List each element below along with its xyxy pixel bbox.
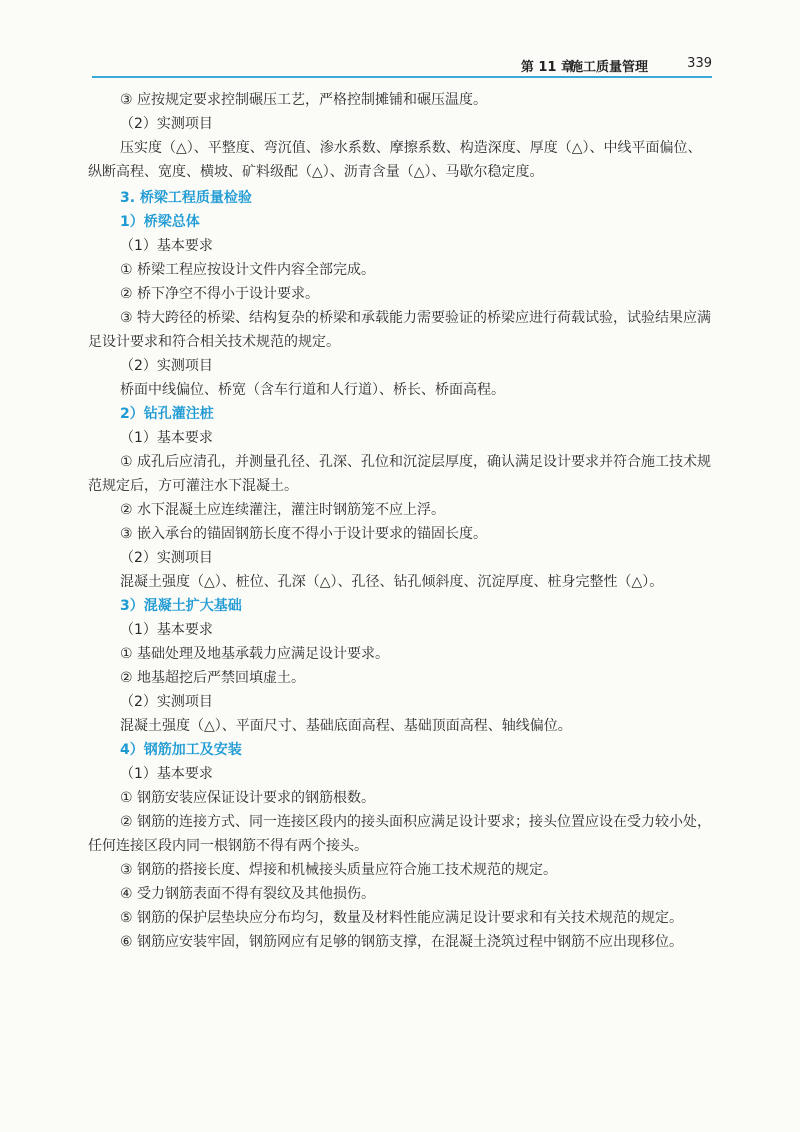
text-line: ④ 受力钢筋表面不得有裂纹及其他损伤。 bbox=[120, 886, 375, 902]
subsection-label: （1）基本要求 bbox=[120, 766, 213, 782]
paragraph: 混凝土强度（△）、平面尺寸、基础底面高程、基础顶面高程、轴线偏位。 bbox=[120, 718, 572, 734]
text-line: ① 基础处理及地基承载力应满足设计要求。 bbox=[120, 646, 389, 662]
subsection-heading: 4）钢筋加工及安装 bbox=[120, 742, 242, 758]
text-line: ③ 钢筋的搭接长度、焊接和机械接头质量应符合施工技术规范的规定。 bbox=[120, 862, 557, 878]
text-line: ② 水下混凝土应连续灌注，灌注时钢筋笼不应上浮。 bbox=[120, 502, 445, 518]
text-line: ② 地基超挖后严禁回填虚土。 bbox=[120, 670, 306, 686]
text-line: ③ 应按规定要求控制碾压工艺，严格控制摊铺和碾压温度。 bbox=[120, 92, 487, 108]
subsection-label: （1）基本要求 bbox=[120, 238, 213, 254]
text-line: ② 桥下净空不得小于设计要求。 bbox=[120, 286, 320, 302]
text-line: ① 钢筋安装应保证设计要求的钢筋根数。 bbox=[120, 790, 375, 806]
subsection-label: （1）基本要求 bbox=[120, 622, 213, 638]
subsection-heading: 1）桥梁总体 bbox=[120, 214, 200, 230]
subsection-label: （2）实测项目 bbox=[120, 116, 213, 132]
paragraph: ③ 特大跨径的桥梁、结构复杂的桥梁和承载能力需要验证的桥梁应进行荷载试验，试验结果应满足设计要求和符合相关技术规范的规定。 bbox=[88, 310, 711, 350]
paragraph: ⑥ 钢筋应安装牢固，钢筋网应有足够的钢筋支撑，在混凝土浇筑过程中钢筋不应出现移位。 bbox=[120, 934, 683, 950]
paragraph: ① 成孔后应清孔，并测量孔径、孔深、孔位和沉淀层厚度，确认满足设计要求并符合施工技术规范规定后，方可灌注水下混凝土。 bbox=[88, 454, 711, 494]
page-number: 339 bbox=[687, 56, 712, 71]
chapter-title: 施工质量管理 bbox=[569, 60, 648, 75]
paragraph: ② 钢筋的连接方式、同一连接区段内的接头面积应满足设计要求；接头位置应设在受力较小处，任何连接区段内同一根钢筋不得有两个接头。 bbox=[88, 814, 711, 854]
page-body bbox=[88, 88, 714, 954]
subsection-heading: 2）钻孔灌注桩 bbox=[120, 406, 214, 422]
paragraph: 混凝土强度（△）、桩位、孔深（△）、孔径、钻孔倾斜度、沉淀厚度、桩身完整性（△）。 bbox=[120, 574, 664, 590]
header-divider bbox=[92, 76, 712, 78]
subsection-label: （1）基本要求 bbox=[120, 430, 213, 446]
subsection-label: （2）实测项目 bbox=[120, 550, 213, 566]
subsection-heading: 3）混凝土扩大基础 bbox=[120, 598, 242, 614]
subsection-label: （2）实测项目 bbox=[120, 694, 213, 710]
section-heading: 3. 桥梁工程质量检验 bbox=[120, 190, 252, 206]
paragraph: 压实度（△）、平整度、弯沉值、渗水系数、摩擦系数、构造深度、厚度（△）、中线平面偏位、纵断高程、宽度、横坡、矿料级配（△）、沥青含量（△）、马歇尔稳定度。 bbox=[88, 140, 702, 180]
text-line: ③ 嵌入承台的锚固钢筋长度不得小于设计要求的锚固长度。 bbox=[120, 526, 487, 542]
text-line: ① 桥梁工程应按设计文件内容全部完成。 bbox=[120, 262, 375, 278]
chapter-number: 第 11 章 bbox=[520, 60, 574, 75]
page-header bbox=[0, 48, 712, 74]
paragraph: ⑤ 钢筋的保护层垫块应分布均匀，数量及材料性能应满足设计要求和有关技术规范的规定。 bbox=[120, 910, 683, 926]
subsection-label: （2）实测项目 bbox=[120, 358, 213, 374]
paragraph: 桥面中线偏位、桥宽（含车行道和人行道）、桥长、桥面高程。 bbox=[120, 382, 505, 398]
